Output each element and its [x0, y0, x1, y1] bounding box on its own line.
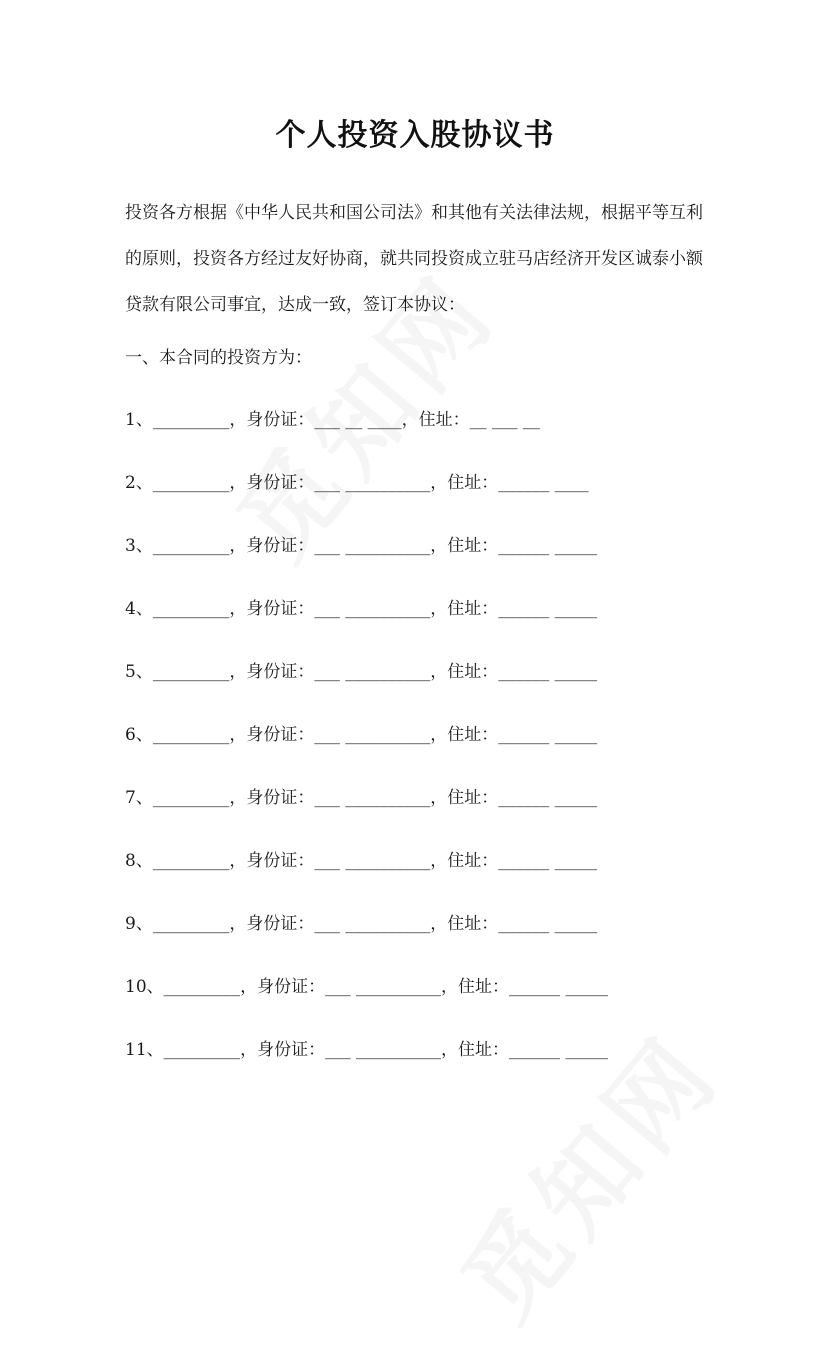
investor-row: 7、_________，身份证：___ __________，住址：______ _____ [125, 788, 598, 808]
investor-row: 8、_________，身份证：___ __________，住址：______ _____ [125, 851, 598, 871]
investor-row: 9、_________，身份证：___ __________，住址：______ _____ [125, 914, 598, 934]
investor-row: 11、_________，身份证：___ __________，住址：______ _____ [125, 1040, 608, 1060]
investor-row: 5、_________，身份证：___ __________，住址：______ _____ [125, 662, 598, 682]
section-heading: 一、本合同的投资方为： [125, 348, 312, 368]
investor-row: 3、_________，身份证：___ __________，住址：______ _____ [125, 536, 598, 556]
investor-row: 4、_________，身份证：___ __________，住址：______ _____ [125, 599, 598, 619]
intro-line: 贷款有限公司事宜，达成一致，签订本协议： [125, 295, 465, 315]
investor-row: 1、_________，身份证：___ __ ____，住址：__ ___ __ [125, 410, 540, 430]
investor-row: 10、_________，身份证：___ __________，住址：______ _____ [125, 977, 608, 997]
intro-paragraph [125, 190, 710, 328]
investor-row: 6、_________，身份证：___ __________，住址：______ _____ [125, 725, 598, 745]
document-title: 个人投资入股协议书 [275, 118, 555, 153]
investor-row: 2、_________，身份证：___ __________，住址：______ ____ [125, 473, 589, 493]
investor-list [125, 406, 608, 1099]
intro-line: 的原则，投资各方经过友好协商，就共同投资成立驻马店经济开发区诚泰小额 [125, 249, 703, 269]
intro-line: 投资各方根据《中华人民共和国公司法》和其他有关法律法规，根据平等互利 [125, 203, 703, 223]
